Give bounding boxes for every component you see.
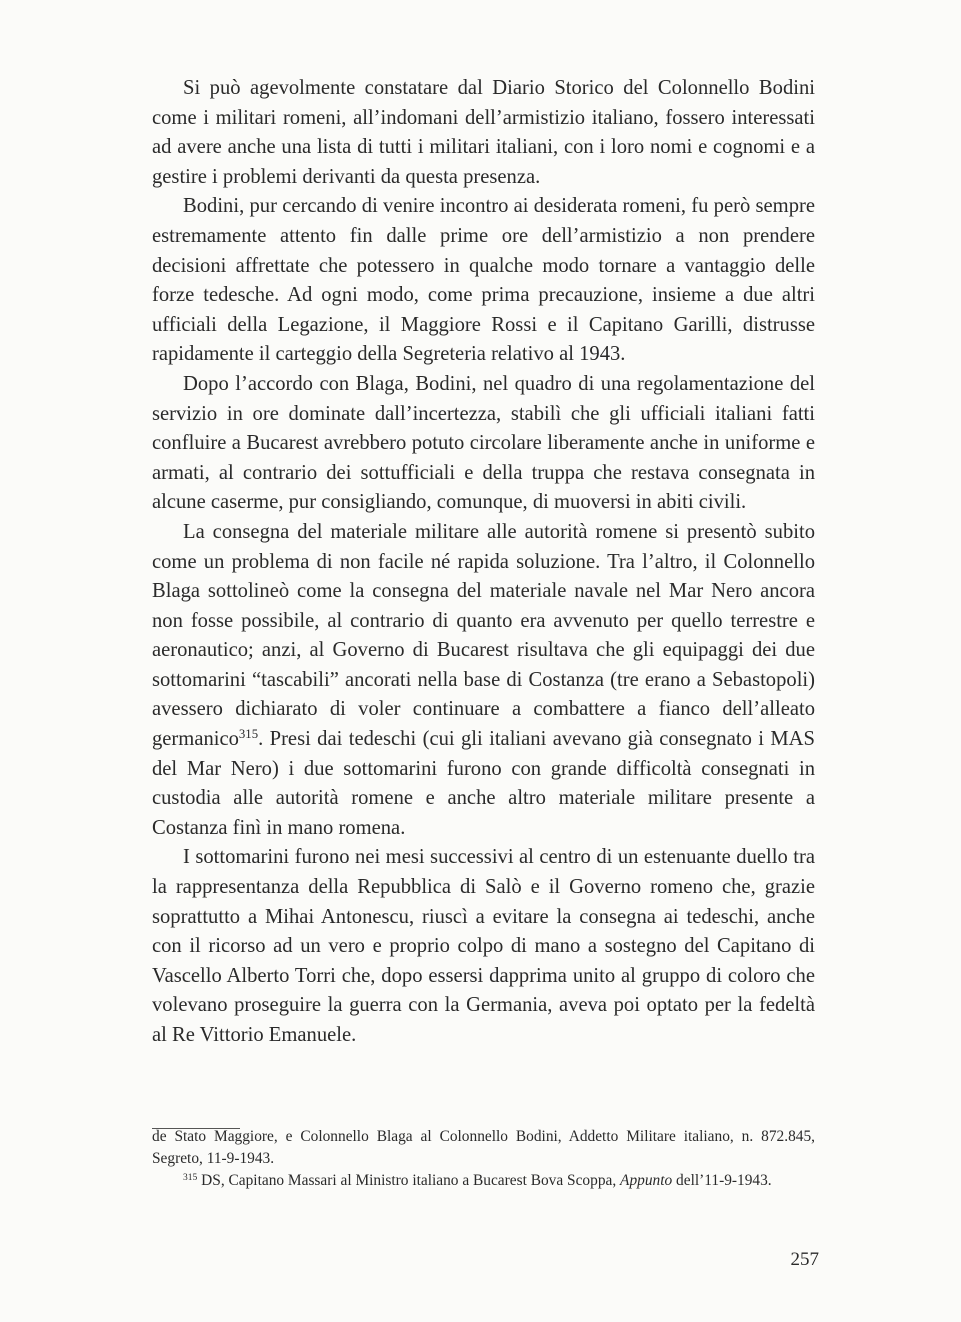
paragraph-4-text-b: . Presi dai tedeschi (cui gli italiani avevano già consegnato i MAS del Mar Nero) i due sottomarini furono con grande difficoltà consegnati in custodia alle autorità romene e anche altro materiale militare presente a Costanza finì in mano romena. [152,728,815,839]
page-number: 257 [790,1249,819,1270]
footnote-315-text-b: dell’11-9-1943. [672,1172,772,1189]
paragraph-1: Si può agevolmente constatare dal Diario Storico del Colonnello Bodini come i militari romeni, all’indomani dell’armistizio italiano, fossero interessati ad avere anche una lista di tutti i militari italiani, con i loro nomi e cognomi e a gestire i problemi derivanti da questa presenza. [152,77,815,188]
main-text [152,74,815,1051]
footnote-continued: de Stato Maggiore, e Colonnello Blaga al Colonnello Bodini, Addetto Militare italiano, n. 872.845, Segreto, 11-9-1943. [152,1128,815,1167]
footnotes [152,1126,815,1192]
footnote-315 [152,1170,815,1192]
paragraph-5: I sottomarini furono nei mesi successivi al centro di un estenuante duello tra la rappresentanza della Repubblica di Salò e il Governo romeno che, grazie soprattutto a Mihai Antonescu, riuscì a evitare la consegna ai tedeschi, anche con il ricorso ad un vero e proprio colpo di mano a sostegno del Capitano di Vascello Alberto Torri che, dopo essersi dapprima unito al gruppo di coloro che volevano proseguire la guerra con la Germania, aveva poi optato per la fedeltà al Re Vittorio Emanuele. [152,846,815,1046]
paragraph-3: Dopo l’accordo con Blaga, Bodini, nel quadro di una regolamentazione del servizio in ore dominate dall’incertezza, stabilì che gli ufficiali italiani fatti confluire a Bucarest avrebbero potuto circolare liberamente anche in uniforme e armati, al contrario dei sottufficiali e della truppa che restava consegnata in alcune caserme, pur consigliando, comunque, di muoversi in abiti civili. [152,372,815,514]
footnote-315-italic: Appunto [620,1172,673,1189]
footnote-315-text-a: DS, Capitano Massari al Ministro italiano a Bucarest Bova Scoppa, [197,1172,621,1189]
footnote-number-315: 315 [183,1171,198,1183]
paragraph-2: Bodini, pur cercando di venire incontro ai desiderata romeni, fu però sempre estremamente attento fin dalle prime ore dell’armistizio a non prendere decisioni affrettate che potessero in qualche modo tornare a vantaggio delle forze tedesche. Ad ogni modo, come prima precauzione, insieme a due altri ufficiali della Legazione, il Maggiore Rossi e il Capitano Garilli, distrusse rapidamente il carteggio della Segreteria relativo al 1943. [152,195,815,366]
footnote-ref-315: 315 [238,727,259,742]
paragraph-4 [152,518,815,844]
paragraph-4-text-a: La consegna del materiale militare alle autorità romene si presentò subito come un problema di non facile né rapida soluzione. Tra l’altro, il Colonnello Blaga sottolineò come la consegna del materiale navale nel Mar Nero ancora non fosse possibile, al contrario di quanto era avvenuto per quello terrestre e aeronautico; anzi, al Governo di Bucarest risultava che gli equipaggi dei due sottomarini “tascabili” ancorati nella base di Costanza (tre erano a Sebastopoli) avessero dichiarato di voler continuare a combattere a fianco dell’alleato germanico [152,520,815,751]
